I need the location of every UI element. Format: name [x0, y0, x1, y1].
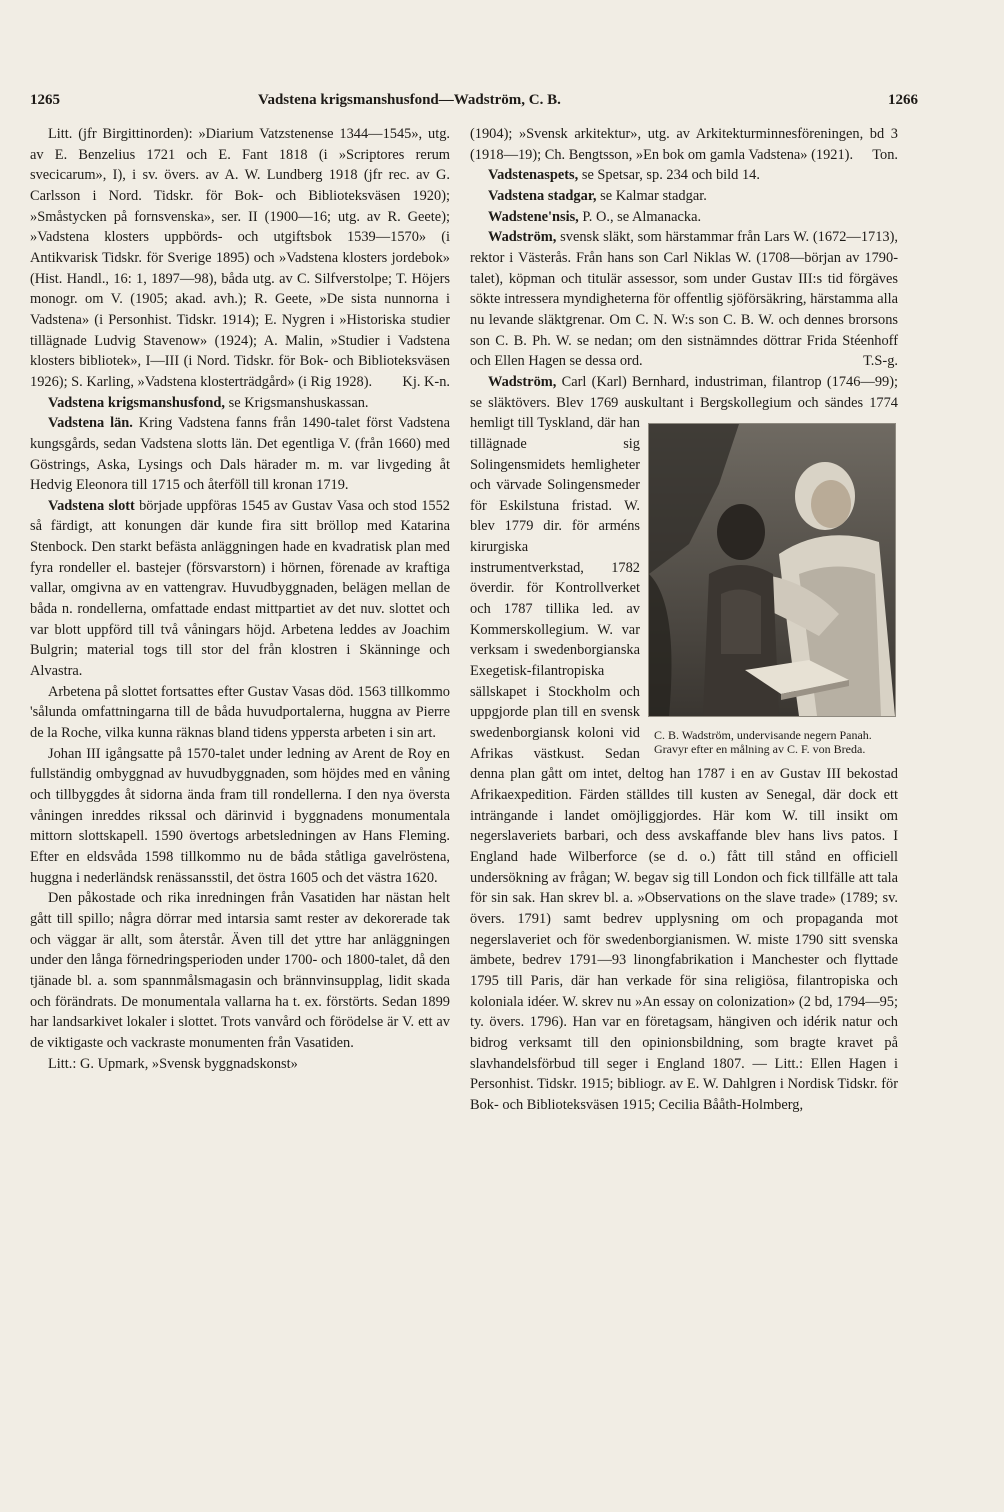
- author-signature: Kj. K-n.: [402, 373, 450, 390]
- entry-headword: Wadstene'nsis,: [488, 208, 579, 225]
- entry-text: se Krigsmanshuskassan.: [228, 394, 369, 411]
- entry-headword: Vadstenaspets,: [488, 167, 579, 184]
- entry-wadstenensis: [470, 207, 898, 228]
- author-signature: T.S-g.: [863, 353, 898, 370]
- entry-headword: Vadstena krigsmanshusfond,: [48, 394, 226, 411]
- entry-text: Carl (Karl) Bernhard, industriman, filantrop (1746—99); se släktövers. Blev 1769 auskultant i Bergskollegium och sändes 1774 hemligt till Tyskland, där han: [470, 373, 898, 432]
- engraving-image: [648, 423, 896, 717]
- entry-headword: Vadstena stadgar,: [488, 187, 597, 204]
- bibliography-paragraph: [30, 124, 450, 393]
- entry-text: svensk släkt, som härstammar från Lars W. (1672—1713), rektor i Västerås. Från hans son Carl Niklas W. (1708—början av 1790-talet), köpman och titulär assessor, som under Gustav III:s tid förgäves sökte intressera myndigheterna för offentlig sjöförsäkring, härstamma alla nu levande släktgrenar. Om C. N. W:s son C. B. W. och dennes brorsons son C. B. Ph. W. se nedan; om den sistnämndes döttrar Frida Stéenhoff och Ellen Hagen se dessa ord.: [470, 229, 898, 370]
- page-number-left: 1265: [30, 92, 60, 108]
- paragraph: Litt.: G. Upmark, »Svensk byggnadskonst»: [48, 1055, 298, 1072]
- author-signature: Ton.: [872, 146, 898, 163]
- entry-headword: Wadström,: [488, 373, 557, 390]
- entry-krigsmanshusfond: [30, 393, 450, 414]
- paragraph-text: Litt. (jfr Birgittinorden): »Diarium Vatzstenense 1344—1545», utg. av E. Benzelius 1721 och E. Fant 1818 (i »Scriptores rerum svecicarum», I), i sv. övers. av A. W. Lundberg 1918 (jfr rec. av G. Carlsson i Nord. Tidskr. för Bok- och Biblioteksväsen 1920); »Småstycken på fornsvenska», ser. II (1900—16; utg. av R. Geete); »Vadstena klosters uppbörds- och utgiftsbok 1539—1570» (i Antikvarisk Tidskr. för Sverige 1895) och »Vadstena klosters jordebok» (Hist. Handl., 16: 1, 1897—98), båda utg. av C. Silfverstolpe; T. Höjers monogr. om V. (1905; akad. avh.); R. Geete, »De sista nunnorna i Vadstena» (i Personhist. Tidskr. 1914); E. Nygren i »Historiska studier tillägnade Ludvig Stavenow» (1924); A. Malin, »Studier i Vadstena klosters bibliotek», I—III (i Nord. Tidskr. för Bok- och Biblioteksväsen 1926); S. Karling, »Vadstena klosterträdgård» (i Rig 1928).: [30, 126, 450, 390]
- entry-text: se Spetsar, sp. 234 och bild 14.: [581, 167, 760, 184]
- entry-text: se Kalmar stadgar.: [600, 187, 707, 204]
- portrait-figure: [648, 415, 898, 756]
- entry-vadstenaspets: [470, 165, 898, 186]
- entry-headword: Vadstena län.: [48, 415, 133, 432]
- figure-caption: C. B. Wadström, undervisande negern Panah. Gravyr efter en målning av C. F. von Breda.: [654, 727, 872, 756]
- paragraph: Den påkostade och rika inredningen från Vasatiden har nästan helt gått till spillo; några dörrar med intarsia samt rester av dekorerade tak och väggar är allt, som återstår. Även till det yttre har anläggningen under den långa förnedringsperioden under 1700- och 1800-talet, då den tjänade bl. a. som spannmålsmagasin och brännvinsupplag, lidit skada och förändrats. De monumentala vallarna ha t. ex. förstörts. Sedan 1899 har landsarkivet lokaler i slottet. Trots vanvård och förödelse är V. ett av de viktigaste och vackraste monumenten från Vasatiden.: [30, 890, 450, 1051]
- entry-text: tillägnade sig Solingensmidets hemligheter och värvade Solingensmeder för Eskilstuna fristad. W. blev 1779 dir. för arméns kirurgiska instrumentverkstad, 1782 överdir. för Kontrollverket och 1787 tillika led. av Kommerskollegium. W. var verksam i swedenborgianska Exegetisk-filantropiska sällskapet i Stockholm och uppgjorde plan till en svensk swedenborgiansk koloni vid Afrikas västkust. Sedan denna plan gått om intet, deltog han 1787 i en av Gustav III bekostad Afrikaexpedition. Färden ställdes till kusten av Senegal, där dock ett inträngande i landet omöjliggjordes. Här kom W. till insikt om negerslaveriets barbari, och dess avskaffande blev hans livs patos. I England hade Wilberforce (se d. o.) fått till stånd en officiell undersökning av frågan; W. begav sig till London och fick tillfälle att tala för sin sak. Han skrev bl. a. »Observations on the slave trade» (1789; sv. övers. 1791) samt bedrev upplysning om och propaganda mot negerslaveriet och för swedenborgianismen. W. miste 1790 sitt svenska ämbete, bedrev 1791—93 linongfabrikation i Manchester och flyttade 1795 till Paris, där han verkade för sina religiösa, filantropiska och koloniala idéer. W. skrev nu »An essay on colonization» (2 bd, 1794—95; ty. övers. 1796). Han var en företagsam, hängiven och idérik natur och bidrog verksamt till den opinionsbildning, som bragte kravet på slavhandelsförbud till seger i England 1807. — Litt.: Ellen Hagen i Personhist. Tidskr. 1915; bibliogr. av E. W. Dahlgren i Nordisk Tidskr. för Bok- och Biblioteksväsen 1915; Cecilia Bååth-Holmberg,: [470, 435, 898, 1113]
- page-number-right: 1266: [888, 92, 918, 108]
- paragraph-text: (1904); »Svensk arkitektur», utg. av Arkitekturminnesföreningen, bd 3 (1918—19); Ch. Bengtsson, »En bok om gamla Vadstena» (1921).: [470, 126, 898, 163]
- entry-vadstena-slott: [30, 496, 450, 682]
- entry-headword: Wadström,: [488, 229, 557, 246]
- bibliography-continuation: [470, 124, 898, 165]
- entry-vadstena-stadgar: [470, 186, 898, 207]
- entry-text: Kring Vadstena fanns från 1490-talet först Vadstena kungsgårds, sedan Vadstena slotts län. Det egentliga V. (från 1660) med Göstrings, Aska, Lysings och Dals härader m. m. var livgeding åt Hedvig Eleonora till 1715 och återföll till kronan 1719.: [30, 415, 451, 494]
- paragraph: Arbetena på slottet fortsattes efter Gustav Vasas död. 1563 tillkommo 'sålunda omfattningarna till de båda huvudportalerna, huggna av Pierre de la Roche, vilka kunna räknas bland tidens yppersta arbeten i sin art.: [30, 683, 450, 742]
- left-column: [30, 124, 450, 1074]
- entry-vadstena-lan: [30, 413, 450, 496]
- paragraph: Johan III igångsatte på 1570-talet under ledning av Arent de Roy en fullständig ombyggnad av huvudbyggnaden, som höjdes med en våning och tillbyggdes åt sidorna ända fram till rondellerna. I den nya översta våningen inreddes rikssal och därinvid i byggnadens monumentala mittorn slottskapell. 1590 övertogs arbetsledningen av Hans Fleming. Efter en eldsvåda 1598 tillkommo nu de båda ståtliga gavelröstena, huggna i nederländsk renässansstil, det östra 1605 och det västra 1620.: [30, 745, 450, 886]
- entry-wadstrom-family: [470, 227, 898, 372]
- running-title: Vadstena krigsmanshusfond—Wadström, C. B.: [258, 92, 561, 108]
- entry-wadstrom-carl-bernhard: [470, 372, 898, 1116]
- entry-text: började uppföras 1545 av Gustav Vasa och stod 1552 så färdigt, att konungen där kunde fira sitt bröllop med Katarina Stenbock. Den starkt befästa anläggningen hade en kvadratisk plan med fyra rondeller el. bastejer (försvarstorn) i hörnen, förenade av kraftiga vallar, omgivna av en vattengrav. Huvudbyggnaden, belägen mellan de båda n. rondellerna, omfattade endast mittpartiet av det nuv. slottet och var blott uppförd till två våningars höjd. Arbetena leddes av Joachim Bulgrin; material togs till stor del från klostren i Skänninge och Alvastra.: [30, 497, 450, 680]
- page-header: [30, 92, 918, 116]
- right-column: [470, 124, 898, 1116]
- entry-headword: Vadstena slott: [48, 497, 135, 514]
- entry-text: P. O., se Almanacka.: [582, 208, 702, 225]
